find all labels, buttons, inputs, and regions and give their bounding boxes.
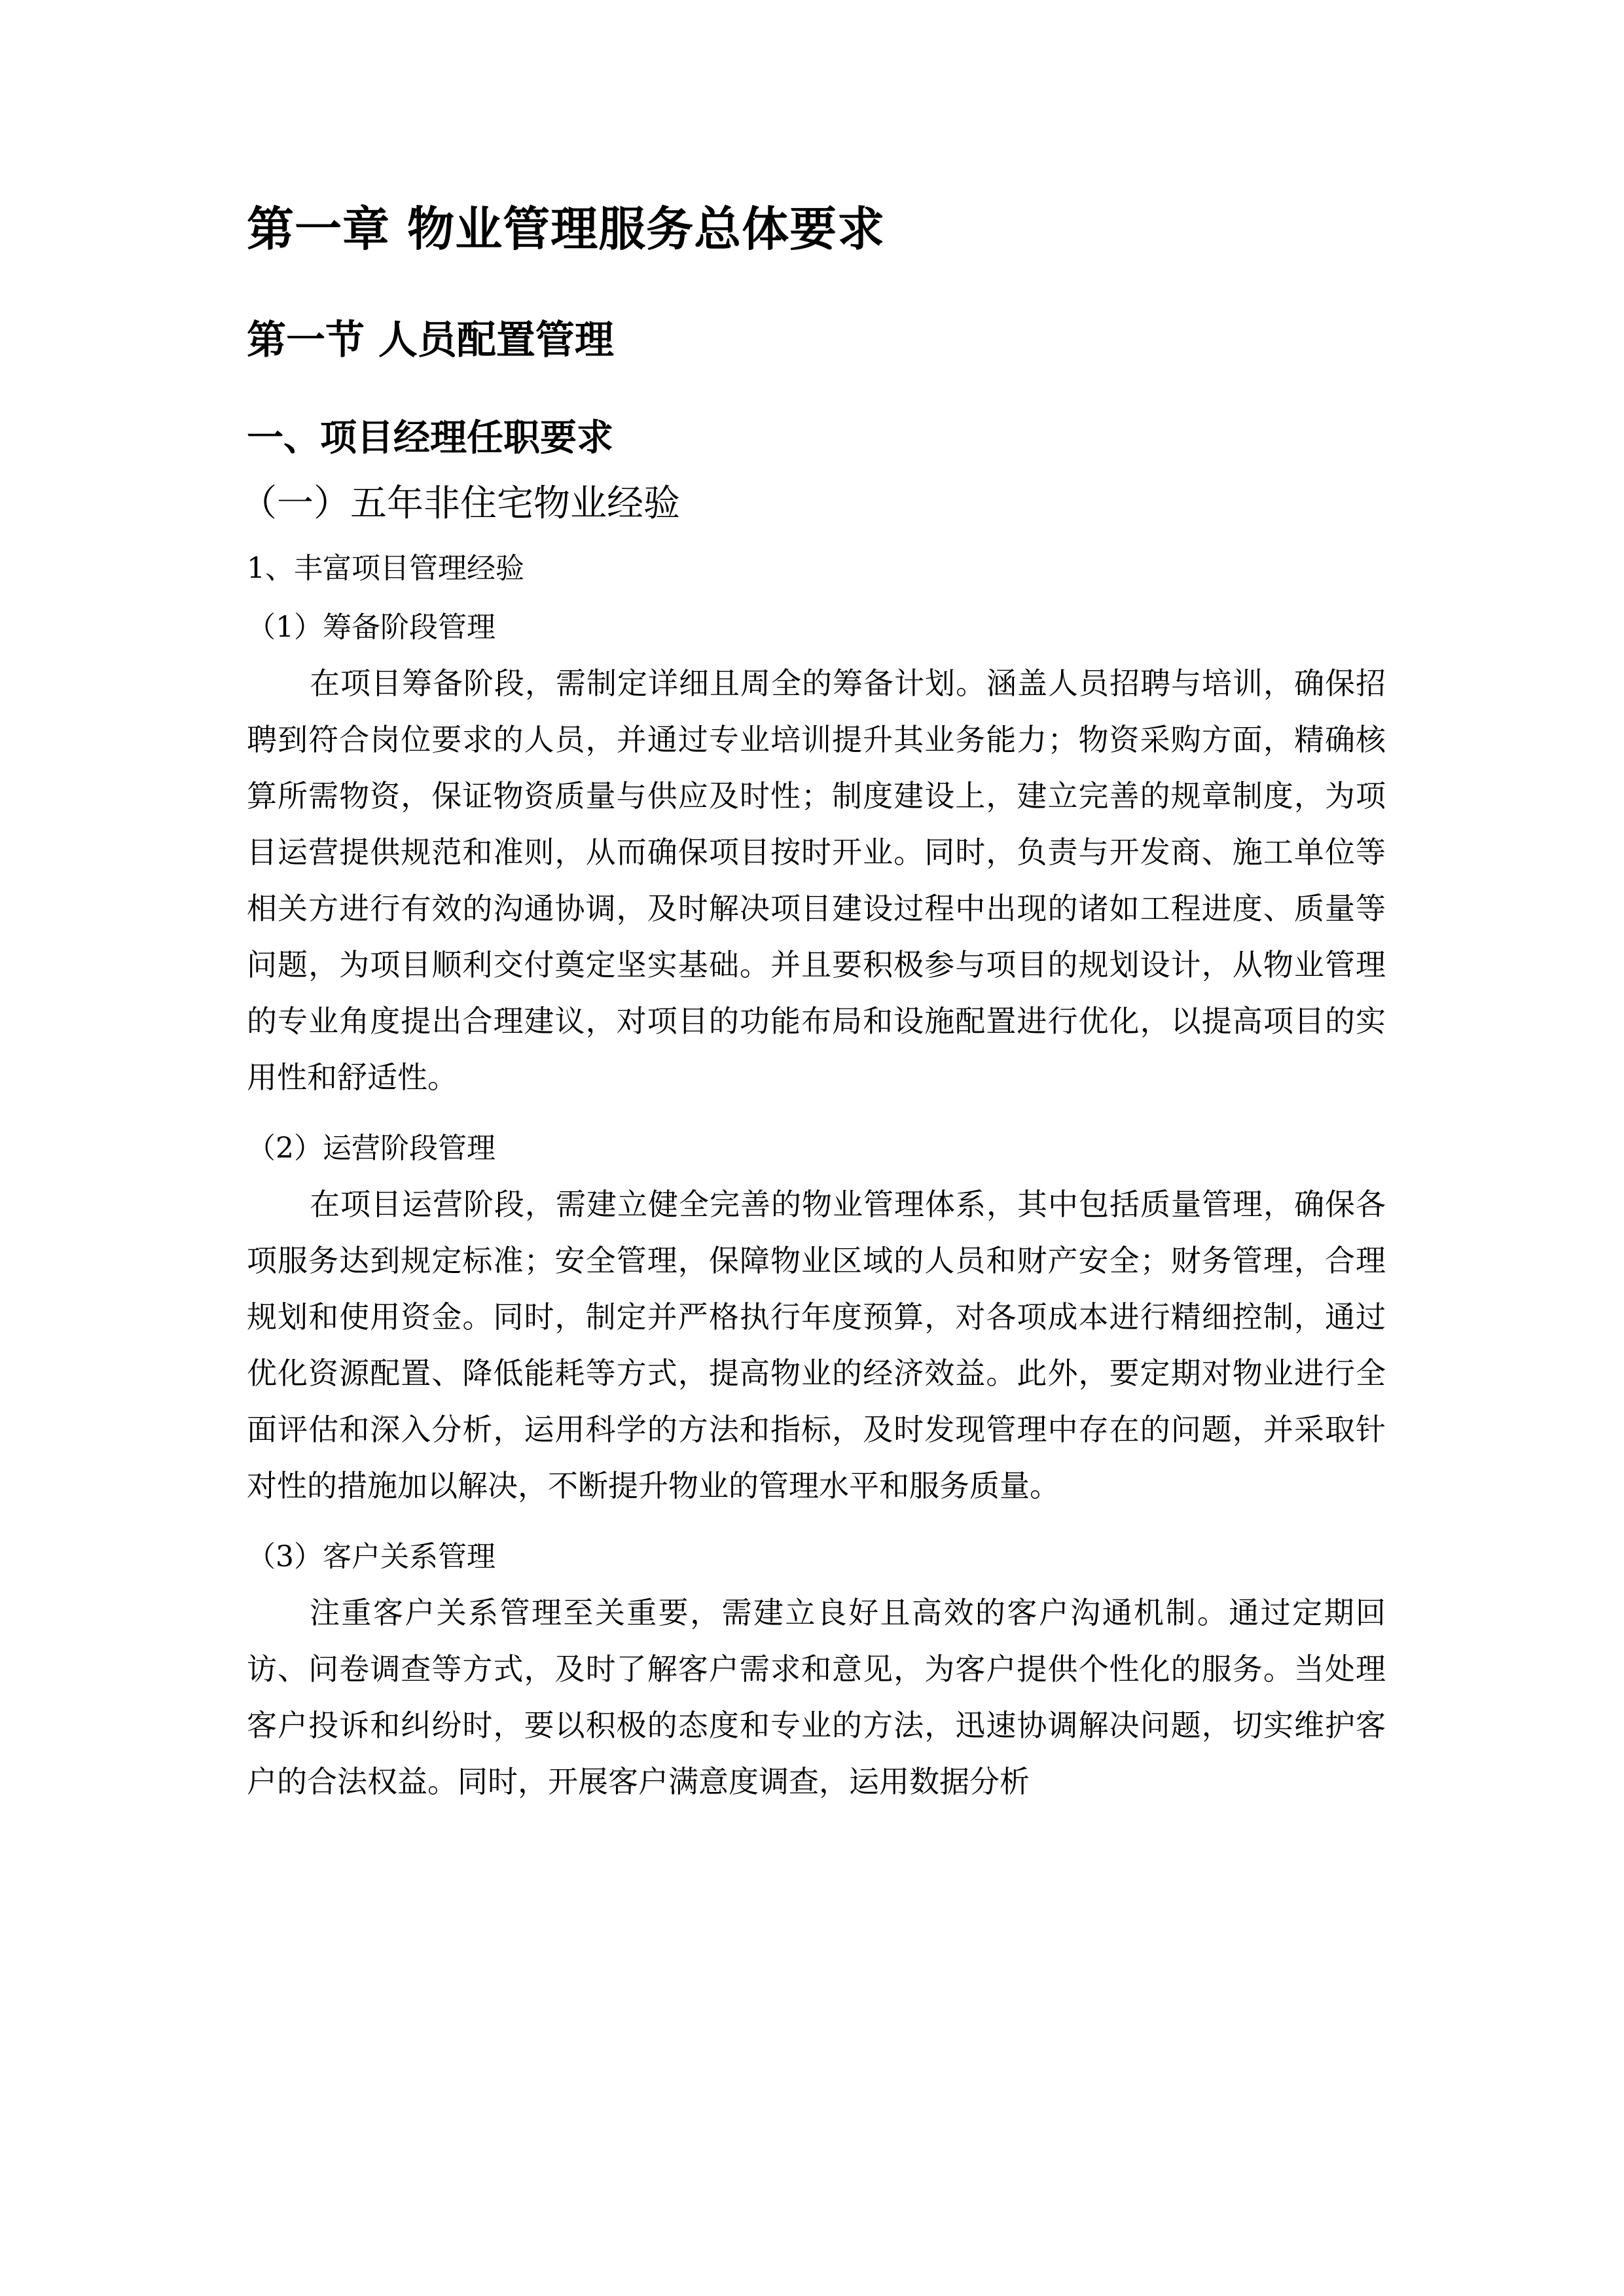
part-heading: （3）客户关系管理 <box>247 1540 496 1573</box>
subsection-title: 一、项目经理任职要求 <box>247 417 613 459</box>
sub-heading: （一）五年非住宅物业经验 <box>240 482 680 525</box>
part-paragraph: 在项目筹备阶段，需制定详细且周全的筹备计划。涵盖人员招聘与培训，确保招聘到符合岗位要求的人员，并通过专业培训提升其业务能力；物资采购方面，精确核算所需物资，保证物资质量与供应及时性；制度建设上，建立完善的规章制度，为项目运营提供规范和准则，从而确保项目按时开业。同时，负责与开发商、施工单位等相关方进行有效的沟通协调，及时解决项目建设过程中出现的诸如工程进度、质量等问题，为项目顺利交付奠定坚实基础。并且要积极参与项目的规划设计，从物业管理的专业角度提出合理建议，对项目的功能布局和设施配置进行优化，以提高项目的实用性和舒适性。 <box>247 666 1386 1095</box>
part-preparation <box>247 600 1386 1105</box>
section-title: 第一节 人员配置管理 <box>247 317 614 363</box>
document-content <box>240 196 1386 1810</box>
part-paragraph: 在项目运营阶段，需建立健全完善的物业管理体系，其中包括质量管理，确保各项服务达到规定标准；安全管理，保障物业区域的人员和财产安全；财务管理，合理规划和使用资金。同时，制定并严格执行年度预算，对各项成本进行精细控制，通过优化资源配置、降低能耗等方式，提高物业的经济效益。此外，要定期对物业进行全面评估和深入分析，运用科学的方法和指标，及时发现管理中存在的问题，并采取针对性的措施加以解决，不断提升物业的管理水平和服务质量。 <box>247 1187 1386 1503</box>
item-heading: 1、丰富项目管理经验 <box>247 552 524 585</box>
part-heading: （1）筹备阶段管理 <box>247 611 496 644</box>
part-customer-relations <box>247 1530 1386 1810</box>
part-paragraph: 注重客户关系管理至关重要，需建立良好且高效的客户沟通机制。通过定期回访、问卷调查等方式，及时了解客户需求和意见，为客户提供个性化的服务。当处理客户投诉和纠纷时，要以积极的态度和专业的方法，迅速协调解决问题，切实维护客户的合法权益。同时，开展客户满意度调查，运用数据分析 <box>247 1595 1386 1799</box>
part-operation <box>247 1121 1386 1514</box>
chapter-title: 第一章 物业管理服务总体要求 <box>247 202 886 257</box>
part-heading: （2）运营阶段管理 <box>247 1132 496 1165</box>
